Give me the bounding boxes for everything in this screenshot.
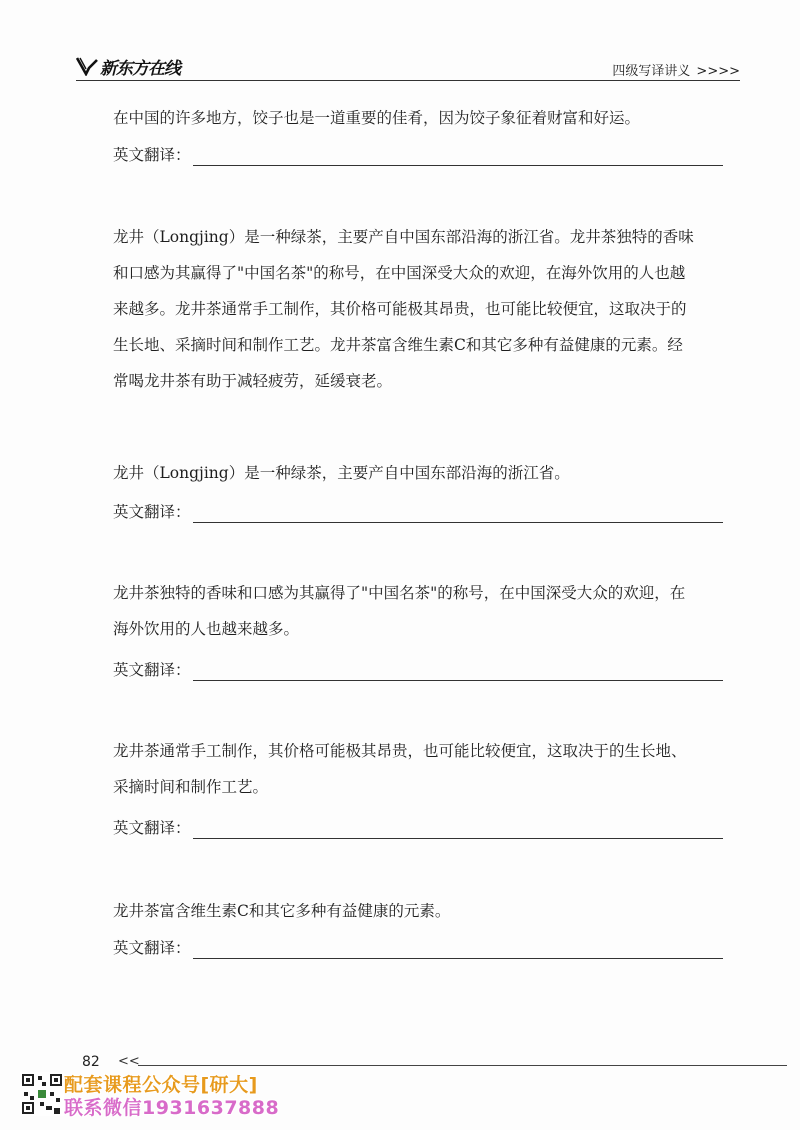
sentence-3 — [113, 733, 743, 805]
passage-line: 常喝龙井茶有助于减轻疲劳，延缓衰老。 — [113, 372, 393, 390]
answer-label: 英文翻译： — [113, 661, 191, 679]
passage-line: 和口感为其赢得了"中国名茶"的称号，在中国深受大众的欢迎，在海外饮用的人也越 — [113, 264, 686, 282]
sentence-line: 龙井茶通常手工制作，其价格可能极其昂贵，也可能比较便宜，这取决于的生长地、 — [113, 742, 687, 760]
answer-line-2[interactable] — [113, 655, 723, 681]
answer-label: 英文翻译： — [113, 503, 191, 521]
sentence-line: 海外饮用的人也越来越多。 — [113, 620, 300, 638]
passage — [113, 219, 743, 399]
answer-line-3[interactable] — [113, 813, 723, 839]
answer-blank[interactable] — [193, 146, 723, 166]
answer-blank[interactable] — [193, 661, 723, 681]
logo-text: 新东方在线 — [100, 58, 180, 79]
page-header — [76, 52, 740, 86]
intro-line-1: 在中国的许多地方，饺子也是一道重要的佳肴，因为饺子象征着财富和好运。 — [113, 109, 641, 127]
sentence-line: 龙井茶富含维生素C和其它多种有益健康的元素。 — [113, 902, 451, 920]
header-divider — [76, 80, 740, 81]
answer-line-4[interactable] — [113, 933, 723, 959]
qr-code-icon — [20, 1072, 64, 1116]
answer-label: 英文翻译： — [113, 146, 191, 164]
sentence-line: 龙井（Longjing）是一种绿茶，主要产自中国东部沿海的浙江省。 — [113, 464, 570, 482]
answer-label: 英文翻译： — [113, 939, 191, 957]
sentence-4 — [113, 893, 743, 929]
passage-line: 来越多。龙井茶通常手工制作，其价格可能极其昂贵，也可能比较便宜，这取决于的 — [113, 300, 687, 318]
header-title-text: 四级写译讲义 — [612, 64, 691, 79]
logo-icon — [76, 56, 98, 76]
answer-blank[interactable] — [193, 939, 723, 959]
watermark-line-2: 联系微信1931637888 — [64, 1097, 280, 1119]
passage-line: 生长地、采摘时间和制作工艺。龙井茶富含维生素C和其它多种有益健康的元素。经 — [113, 336, 683, 354]
answer-line-intro[interactable] — [113, 140, 723, 166]
answer-label: 英文翻译： — [113, 819, 191, 837]
answer-blank[interactable] — [193, 503, 723, 523]
brand-logo — [76, 54, 180, 78]
page-number: 82 — [82, 1054, 100, 1070]
passage-line: 龙井（Longjing）是一种绿茶，主要产自中国东部沿海的浙江省。龙井茶独特的香味 — [113, 228, 694, 246]
sentence-2 — [113, 575, 743, 647]
header-arrows: >>>> — [696, 64, 740, 79]
sentence-1 — [113, 455, 743, 491]
answer-blank[interactable] — [193, 819, 723, 839]
footer-divider — [138, 1065, 787, 1066]
sentence-line: 龙井茶独特的香味和口感为其赢得了"中国名茶"的称号，在中国深受大众的欢迎，在 — [113, 584, 686, 602]
header-title — [612, 60, 740, 79]
watermark-line-1: 配套课程公众号[研大] — [64, 1074, 258, 1096]
answer-line-1[interactable] — [113, 497, 723, 523]
sentence-line: 采摘时间和制作工艺。 — [113, 778, 269, 796]
footer-arrows: << — [118, 1054, 140, 1069]
intro-sentence — [113, 100, 743, 136]
